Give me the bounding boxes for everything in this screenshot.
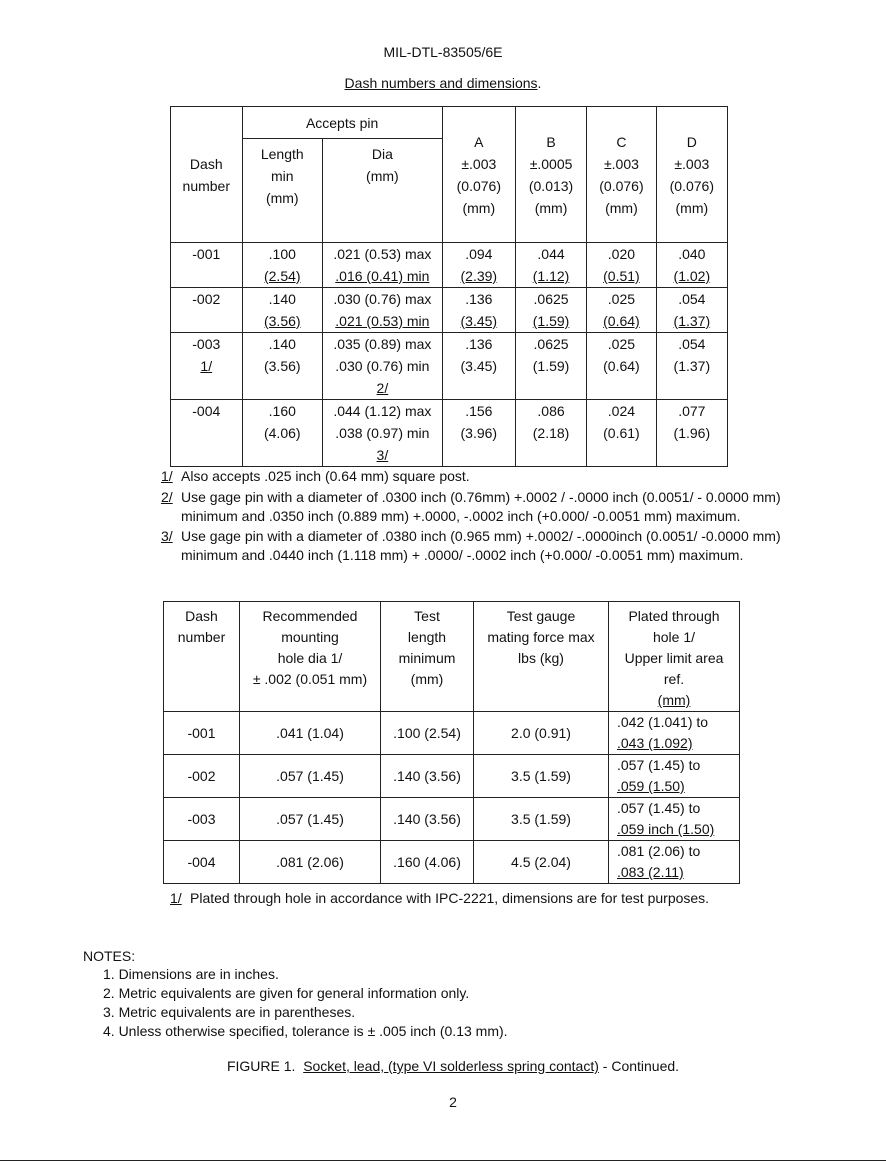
note-item: 4. Unless otherwise specified, tolerance is ± .005 inch (0.13 mm). — [103, 1023, 508, 1039]
cell-test-length: .140 (3.56) — [381, 798, 474, 841]
dimensions-table — [170, 106, 728, 467]
cell-hole: .057 (1.45) — [240, 798, 381, 841]
cell-dash: -003 — [164, 798, 240, 841]
header-test-length: Test length minimum (mm) — [381, 602, 474, 712]
cell-force: 3.5 (1.59) — [474, 798, 609, 841]
cell-a: .094 (2.39) — [442, 243, 515, 288]
header-d: D ±.003 (0.076) (mm) — [656, 107, 727, 243]
cell-force: 2.0 (0.91) — [474, 712, 609, 755]
caption-prefix: FIGURE 1. — [226, 1058, 296, 1074]
header-length: Length min (mm) — [242, 139, 322, 243]
footnote-text: minimum and .0350 inch (0.889 mm) +.0000, -.0002 inch (+0.000/ -0.0051 mm) maximum. — [181, 508, 741, 524]
note-item: 1. Dimensions are in inches. — [103, 966, 279, 982]
caption-suffix: - Continued. — [598, 1058, 680, 1074]
table-row — [171, 333, 728, 400]
note-item: 2. Metric equivalents are given for general information only. — [103, 985, 470, 1001]
header-dash: Dash number — [164, 602, 240, 712]
footnote-text: Also accepts .025 inch (0.64 mm) square post. — [181, 468, 470, 484]
footnote-mark: 3/ — [161, 528, 173, 544]
header-hole: Recommended mounting hole dia 1/ ± .002 (0.051 mm) — [240, 602, 381, 712]
cell-d: .054 (1.37) — [656, 288, 727, 333]
header-c: C ±.003 (0.076) (mm) — [587, 107, 656, 243]
footnote-text: Use gage pin with a diameter of .0380 inch (0.965 mm) +.0002/ -.0000inch (0.0051/ -0.0000 mm) — [181, 528, 781, 544]
cell-d: .054 (1.37) — [656, 333, 727, 400]
cell-c: .025 (0.64) — [587, 288, 656, 333]
cell-c: .025 (0.64) — [587, 333, 656, 400]
cell-length: .140 (3.56) — [242, 333, 322, 400]
cell-dash: -002 — [171, 288, 243, 333]
header-plated: Plated through hole 1/ Upper limit area ref. (mm) — [609, 602, 740, 712]
cell-dash: -001 — [164, 712, 240, 755]
cell-hole: .041 (1.04) — [240, 712, 381, 755]
header-accepts-pin: Accepts pin — [242, 107, 442, 139]
footnote-text: Plated through hole in accordance with IPC-2221, dimensions are for test purposes. — [190, 890, 710, 906]
cell-dia: .030 (0.76) max .021 (0.53) min — [323, 288, 443, 333]
mounting-table — [163, 601, 740, 884]
table1-title: Dash numbers and dimensions. — [344, 75, 542, 91]
cell-c: .020 (0.51) — [587, 243, 656, 288]
footnote-mark: 2/ — [161, 489, 173, 505]
cell-length: .140 (3.56) — [242, 288, 322, 333]
table1-title-text: Dash numbers and dimensions — [344, 75, 538, 91]
table-row — [171, 400, 728, 467]
cell-length: .160 (4.06) — [242, 400, 322, 467]
cell-b: .044 (1.12) — [515, 243, 586, 288]
note-item: 3. Metric equivalents are in parentheses. — [103, 1004, 356, 1020]
header-a: A ±.003 (0.076) (mm) — [442, 107, 515, 243]
cell-test-length: .100 (2.54) — [381, 712, 474, 755]
cell-a: .136 (3.45) — [442, 333, 515, 400]
cell-force: 4.5 (2.04) — [474, 841, 609, 884]
cell-hole: .081 (2.06) — [240, 841, 381, 884]
table-row — [164, 798, 740, 841]
footnote-mark: 1/ — [170, 890, 182, 906]
cell-length: .100 (2.54) — [242, 243, 322, 288]
header-dia: Dia (mm) — [323, 139, 443, 243]
cell-dia: .044 (1.12) max .038 (0.97) min 3/ — [323, 400, 443, 467]
table-row — [164, 841, 740, 884]
figure-caption — [0, 1058, 886, 1074]
footnote-text: minimum and .0440 inch (1.118 mm) + .0000/ -.0002 inch (+0.000/ -0.0051 mm) maximum. — [181, 547, 744, 563]
footnote-text: Use gage pin with a diameter of .0300 inch (0.76mm) +.0002 / -.0000 inch (0.0051/ - 0.0000 mm) — [181, 489, 781, 505]
notes-heading: NOTES: — [83, 948, 136, 964]
cell-b: .0625 (1.59) — [515, 288, 586, 333]
cell-dash: -004 — [164, 841, 240, 884]
footnote-mark: 1/ — [161, 468, 173, 484]
cell-hole: .057 (1.45) — [240, 755, 381, 798]
header-force: Test gauge mating force max lbs (kg) — [474, 602, 609, 712]
table-row — [171, 288, 728, 333]
header-dash: Dash number — [171, 107, 243, 243]
bottom-rule — [0, 1160, 886, 1161]
cell-plated: .042 (1.041) to .043 (1.092) — [609, 712, 740, 755]
cell-dash: -002 — [164, 755, 240, 798]
cell-force: 3.5 (1.59) — [474, 755, 609, 798]
document-id: MIL-DTL-83505/6E — [383, 44, 503, 60]
cell-dia: .035 (0.89) max .030 (0.76) min 2/ — [323, 333, 443, 400]
cell-test-length: .160 (4.06) — [381, 841, 474, 884]
cell-plated: .057 (1.45) to .059 (1.50) — [609, 755, 740, 798]
cell-d: .040 (1.02) — [656, 243, 727, 288]
cell-dash: -004 — [171, 400, 243, 467]
cell-dia: .021 (0.53) max .016 (0.41) min — [323, 243, 443, 288]
page-number: 2 — [449, 1094, 457, 1110]
cell-b: .086 (2.18) — [515, 400, 586, 467]
cell-plated: .081 (2.06) to .083 (2.11) — [609, 841, 740, 884]
cell-c: .024 (0.61) — [587, 400, 656, 467]
header-b: B ±.0005 (0.013) (mm) — [515, 107, 586, 243]
cell-a: .156 (3.96) — [442, 400, 515, 467]
cell-plated: .057 (1.45) to .059 inch (1.50) — [609, 798, 740, 841]
cell-a: .136 (3.45) — [442, 288, 515, 333]
table-row — [164, 712, 740, 755]
table-row — [171, 243, 728, 288]
cell-test-length: .140 (3.56) — [381, 755, 474, 798]
cell-d: .077 (1.96) — [656, 400, 727, 467]
cell-dash: -001 — [171, 243, 243, 288]
table-row — [164, 755, 740, 798]
cell-dash: -003 1/ — [171, 333, 243, 400]
cell-b: .0625 (1.59) — [515, 333, 586, 400]
caption-title: Socket, lead, (type VI solderless spring contact) — [303, 1058, 599, 1074]
